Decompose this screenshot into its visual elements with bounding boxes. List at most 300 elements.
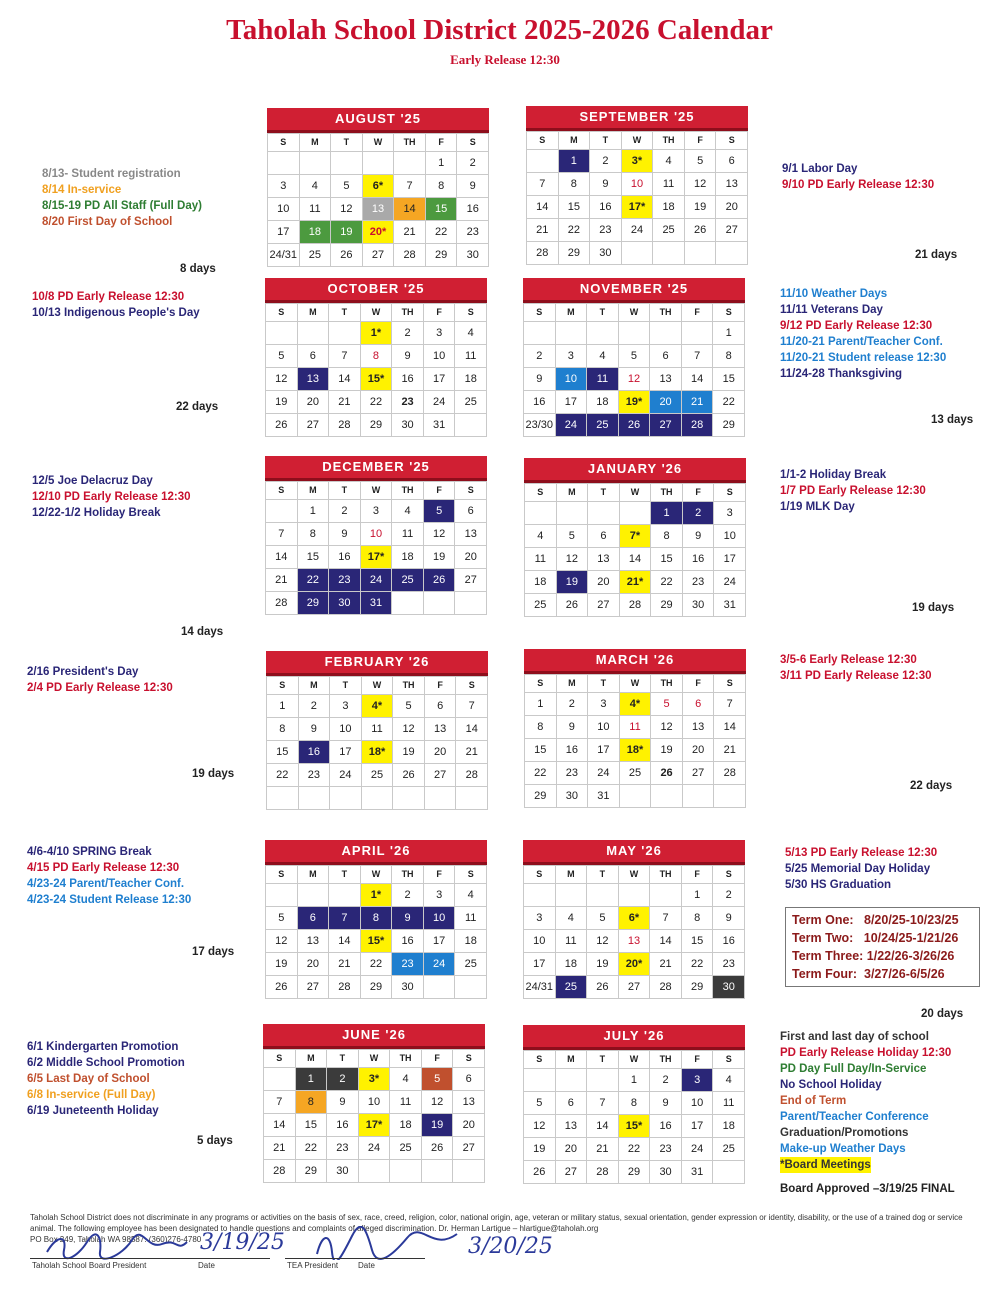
weekday-header: W <box>620 484 652 502</box>
weekday-header: S <box>525 484 557 502</box>
day-cell: 27 <box>683 762 715 785</box>
month-sep <box>526 106 748 265</box>
day-cell: 19 <box>651 739 683 762</box>
weekday-header: S <box>713 866 745 884</box>
event-item: 11/20-21 Student release 12:30 <box>780 352 947 364</box>
day-cell: 26 <box>424 569 456 592</box>
day-cell: 6 <box>455 500 487 523</box>
day-cell: 13 <box>588 548 620 571</box>
day-cell: 11 <box>713 1092 745 1115</box>
day-cell: 7 <box>266 523 298 546</box>
label-date-1: Date <box>198 1261 215 1270</box>
day-cell: 8 <box>713 345 745 368</box>
weekday-header: F <box>682 866 714 884</box>
board-approved: Board Approved –3/19/25 FINAL <box>780 1183 955 1195</box>
month-title: FEBRUARY '26 <box>266 651 488 676</box>
day-cell: 24 <box>622 219 654 242</box>
day-cell: 23 <box>650 1138 682 1161</box>
day-cell: 15 <box>682 930 714 953</box>
day-cell: 4 <box>390 1068 422 1091</box>
event-item: 10/8 PD Early Release 12:30 <box>32 291 185 303</box>
empty-cell <box>456 787 488 810</box>
day-cell: 29 <box>619 1161 651 1184</box>
day-cell: 26 <box>393 764 425 787</box>
weekday-header: S <box>266 866 298 884</box>
day-cell: 10 <box>682 1092 714 1115</box>
day-cell: 12 <box>266 930 298 953</box>
empty-cell <box>682 322 714 345</box>
day-cell: 27 <box>619 976 651 999</box>
day-cell: 4* <box>620 693 652 716</box>
day-cell: 23 <box>392 391 424 414</box>
day-cell: 8 <box>361 907 393 930</box>
day-cell: 22 <box>651 571 683 594</box>
month-grid <box>523 865 745 999</box>
weekday-header: M <box>556 1051 588 1069</box>
day-cell: 21 <box>682 391 714 414</box>
day-cell: 26 <box>266 414 298 437</box>
day-cell: 28 <box>682 414 714 437</box>
weekday-header: F <box>683 484 715 502</box>
day-cell: 18 <box>525 571 557 594</box>
event-item: 11/24-28 Thanksgiving <box>780 368 903 380</box>
day-cell: 18 <box>587 391 619 414</box>
day-cell: 13 <box>683 716 715 739</box>
weekday-header: F <box>422 1050 454 1068</box>
empty-cell <box>527 150 559 173</box>
day-cell: 8 <box>296 1091 328 1114</box>
day-cell: 31 <box>588 785 620 808</box>
day-cell: 5 <box>393 695 425 718</box>
weekday-header: M <box>557 484 589 502</box>
day-cell: 28 <box>620 594 652 617</box>
term-two: Term Two: 10/24/25-1/21/26 <box>792 931 959 945</box>
day-cell: 20 <box>716 196 748 219</box>
day-cell: 18 <box>455 368 487 391</box>
weekday-header: T <box>588 484 620 502</box>
day-cell: 23 <box>457 221 489 244</box>
weekday-header: W <box>619 304 651 322</box>
event-item: 1/1-2 Holiday Break <box>780 469 887 481</box>
day-cell: 24/31 <box>268 244 300 267</box>
day-cell: 19 <box>266 953 298 976</box>
weekday-header: T <box>329 304 361 322</box>
day-cell: 1 <box>559 150 591 173</box>
day-cell: 3 <box>556 345 588 368</box>
day-cell: 29 <box>361 414 393 437</box>
event-item: 4/23-24 Student Release 12:30 <box>27 894 192 906</box>
empty-cell <box>362 787 394 810</box>
day-cell: 19 <box>331 221 363 244</box>
day-cell: 5 <box>331 175 363 198</box>
day-cell: 17 <box>424 930 456 953</box>
weekday-header: T <box>588 675 620 693</box>
day-cell: 15 <box>559 196 591 219</box>
day-cell: 22 <box>682 953 714 976</box>
days-oct: 22 days <box>176 401 219 413</box>
month-grid <box>266 676 488 810</box>
empty-cell <box>650 884 682 907</box>
day-cell: 27 <box>588 594 620 617</box>
events-mar <box>780 652 932 684</box>
weekday-header: T <box>329 482 361 500</box>
day-cell: 4 <box>556 907 588 930</box>
label-tea-president: TEA President <box>287 1261 339 1270</box>
month-jan <box>524 458 746 617</box>
event-item: 1/19 MLK Day <box>780 501 855 513</box>
day-cell: 4 <box>713 1069 745 1092</box>
legend-item: *Board Meetings <box>780 1159 871 1171</box>
day-cell: 6* <box>363 175 395 198</box>
day-cell: 2 <box>327 1068 359 1091</box>
month-aug <box>267 108 489 267</box>
day-cell: 28 <box>714 762 746 785</box>
month-grid <box>263 1049 485 1183</box>
day-cell: 19 <box>422 1114 454 1137</box>
empty-cell <box>524 1069 556 1092</box>
day-cell: 29 <box>296 1160 328 1183</box>
empty-cell <box>394 152 426 175</box>
day-cell: 11 <box>525 548 557 571</box>
day-cell: 15 <box>298 546 330 569</box>
day-cell: 29 <box>525 785 557 808</box>
terms-box <box>785 907 980 987</box>
day-cell: 9 <box>713 907 745 930</box>
day-cell: 3 <box>330 695 362 718</box>
day-cell: 26 <box>619 414 651 437</box>
day-cell: 10 <box>361 523 393 546</box>
day-cell: 31 <box>682 1161 714 1184</box>
day-cell: 9 <box>650 1092 682 1115</box>
day-cell: 14 <box>682 368 714 391</box>
day-cell: 30 <box>327 1160 359 1183</box>
days-apr: 17 days <box>192 946 235 958</box>
events-oct <box>32 289 200 321</box>
weekday-header: TH <box>392 482 424 500</box>
day-cell: 24 <box>556 414 588 437</box>
day-cell: 9 <box>329 523 361 546</box>
day-cell: 6* <box>619 907 651 930</box>
day-cell: 18* <box>362 741 394 764</box>
day-cell: 3 <box>424 322 456 345</box>
day-cell: 20* <box>363 221 395 244</box>
event-item: 11/10 Weather Days <box>780 288 888 300</box>
day-cell: 1 <box>651 502 683 525</box>
weekday-header: T <box>587 866 619 884</box>
day-cell: 26 <box>331 244 363 267</box>
empty-cell <box>268 152 300 175</box>
month-grid <box>265 481 487 615</box>
day-cell: 28 <box>456 764 488 787</box>
month-feb <box>266 651 488 810</box>
day-cell: 11 <box>653 173 685 196</box>
weekday-header: T <box>587 304 619 322</box>
day-cell: 13 <box>453 1091 485 1114</box>
weekday-header: F <box>682 1051 714 1069</box>
empty-cell <box>455 976 487 999</box>
day-cell: 13 <box>619 930 651 953</box>
day-cell: 14 <box>264 1114 296 1137</box>
weekday-header: TH <box>651 484 683 502</box>
day-cell: 6 <box>588 525 620 548</box>
day-cell: 16 <box>392 930 424 953</box>
day-cell: 25 <box>653 219 685 242</box>
day-cell: 21* <box>620 571 652 594</box>
day-cell: 18 <box>713 1115 745 1138</box>
day-cell: 6 <box>298 907 330 930</box>
weekday-header: TH <box>393 677 425 695</box>
term-three: Term Three: 1/22/26-3/26/26 <box>792 949 955 963</box>
day-cell: 17 <box>524 953 556 976</box>
day-cell: 3 <box>424 884 456 907</box>
day-cell: 27 <box>298 976 330 999</box>
day-cell: 21 <box>329 391 361 414</box>
day-cell: 8 <box>559 173 591 196</box>
empty-cell <box>298 322 330 345</box>
empty-cell <box>329 322 361 345</box>
day-cell: 4* <box>362 695 394 718</box>
day-cell: 4 <box>300 175 332 198</box>
day-cell: 9 <box>590 173 622 196</box>
day-cell: 30 <box>650 1161 682 1184</box>
day-cell: 24 <box>330 764 362 787</box>
weekday-header: S <box>524 866 556 884</box>
day-cell: 7 <box>714 693 746 716</box>
day-cell: 2 <box>392 884 424 907</box>
weekday-header: TH <box>653 132 685 150</box>
weekday-header: S <box>456 677 488 695</box>
month-title: MAY '26 <box>523 840 745 865</box>
day-cell: 25 <box>390 1137 422 1160</box>
weekday-header: T <box>331 134 363 152</box>
days-sep: 21 days <box>915 249 958 261</box>
day-cell: 18 <box>556 953 588 976</box>
day-cell: 16 <box>524 391 556 414</box>
days-feb: 19 days <box>192 768 235 780</box>
event-item: 8/15-19 PD All Staff (Full Day) <box>42 200 202 212</box>
day-cell: 2 <box>557 693 589 716</box>
signature-date-2: 3/20/25 <box>468 1234 553 1259</box>
day-cell: 20 <box>650 391 682 414</box>
weekday-header: W <box>619 866 651 884</box>
term-four: Term Four: 3/27/26-6/5/26 <box>792 967 945 981</box>
day-cell: 21 <box>456 741 488 764</box>
month-title: OCTOBER '25 <box>265 278 487 303</box>
day-cell: 12 <box>266 368 298 391</box>
weekday-header: TH <box>394 134 426 152</box>
day-cell: 15 <box>713 368 745 391</box>
empty-cell <box>620 502 652 525</box>
weekday-header: F <box>685 132 717 150</box>
day-cell: 7 <box>394 175 426 198</box>
event-item: 3/5-6 Early Release 12:30 <box>780 654 917 666</box>
empty-cell <box>455 592 487 615</box>
day-cell: 23 <box>299 764 331 787</box>
day-cell: 7* <box>620 525 652 548</box>
month-title: JULY '26 <box>523 1025 745 1050</box>
weekday-header: M <box>296 1050 328 1068</box>
weekday-header: W <box>361 482 393 500</box>
day-cell: 23/30 <box>524 414 556 437</box>
days-jun: 5 days <box>197 1135 233 1147</box>
empty-cell <box>267 787 299 810</box>
day-cell: 10 <box>714 525 746 548</box>
day-cell: 29 <box>651 594 683 617</box>
day-cell: 26 <box>685 219 717 242</box>
day-cell: 28 <box>527 242 559 265</box>
day-cell: 1* <box>361 322 393 345</box>
day-cell: 25 <box>620 762 652 785</box>
day-cell: 21 <box>266 569 298 592</box>
day-cell: 17* <box>622 196 654 219</box>
days-may: 20 days <box>921 1008 964 1020</box>
day-cell: 7 <box>650 907 682 930</box>
day-cell: 3* <box>359 1068 391 1091</box>
weekday-header: S <box>713 1051 745 1069</box>
legend-item: PD Day Full Day/In-Service <box>780 1063 927 1075</box>
day-cell: 11 <box>390 1091 422 1114</box>
events-may <box>785 845 937 893</box>
day-cell: 11 <box>300 198 332 221</box>
day-cell: 9 <box>524 368 556 391</box>
weekday-header: M <box>559 132 591 150</box>
day-cell: 11 <box>620 716 652 739</box>
day-cell: 20 <box>683 739 715 762</box>
day-cell: 24 <box>714 571 746 594</box>
day-cell: 17 <box>556 391 588 414</box>
event-item: 8/13- Student registration <box>42 168 181 180</box>
month-title: APRIL '26 <box>265 840 487 865</box>
day-cell: 8 <box>426 175 458 198</box>
day-cell: 15* <box>619 1115 651 1138</box>
day-cell: 25 <box>455 391 487 414</box>
day-cell: 25 <box>556 976 588 999</box>
day-cell: 21 <box>527 219 559 242</box>
legend <box>780 1029 951 1173</box>
day-cell: 9 <box>299 718 331 741</box>
day-cell: 2 <box>457 152 489 175</box>
weekday-header: S <box>525 675 557 693</box>
month-grid <box>265 865 487 999</box>
day-cell: 5 <box>557 525 589 548</box>
day-cell: 2 <box>299 695 331 718</box>
day-cell: 19* <box>619 391 651 414</box>
day-cell: 16 <box>713 930 745 953</box>
day-cell: 12 <box>422 1091 454 1114</box>
day-cell: 21 <box>714 739 746 762</box>
day-cell: 18* <box>620 739 652 762</box>
day-cell: 14 <box>329 368 361 391</box>
weekday-header: S <box>453 1050 485 1068</box>
day-cell: 1 <box>525 693 557 716</box>
weekday-header: S <box>716 132 748 150</box>
day-cell: 6 <box>650 345 682 368</box>
day-cell: 4 <box>455 884 487 907</box>
day-cell: 9 <box>457 175 489 198</box>
weekday-header: F <box>425 677 457 695</box>
event-item: 6/1 Kindergarten Promotion <box>27 1041 179 1053</box>
weekday-header: TH <box>392 304 424 322</box>
weekday-header: W <box>359 1050 391 1068</box>
day-cell: 23 <box>329 569 361 592</box>
day-cell: 13 <box>650 368 682 391</box>
weekday-header: W <box>622 132 654 150</box>
day-cell: 28 <box>329 976 361 999</box>
event-item: 6/19 Juneteenth Holiday <box>27 1105 159 1117</box>
day-cell: 27 <box>363 244 395 267</box>
day-cell: 14 <box>650 930 682 953</box>
weekday-header: W <box>619 1051 651 1069</box>
event-item: 4/23-24 Parent/Teacher Conf. <box>27 878 185 890</box>
day-cell: 9 <box>557 716 589 739</box>
days-dec: 14 days <box>181 626 224 638</box>
weekday-header: T <box>587 1051 619 1069</box>
day-cell: 12 <box>393 718 425 741</box>
day-cell: 23 <box>590 219 622 242</box>
day-cell: 20 <box>298 391 330 414</box>
day-cell: 15 <box>296 1114 328 1137</box>
month-oct <box>265 278 487 437</box>
weekday-header: T <box>329 866 361 884</box>
month-grid <box>267 133 489 267</box>
day-cell: 30 <box>392 976 424 999</box>
weekday-header: W <box>620 675 652 693</box>
weekday-header: S <box>266 304 298 322</box>
events-apr <box>27 844 191 908</box>
empty-cell <box>525 502 557 525</box>
day-cell: 13 <box>363 198 395 221</box>
empty-cell <box>556 884 588 907</box>
day-cell: 17* <box>361 546 393 569</box>
empty-cell <box>650 322 682 345</box>
day-cell: 15* <box>361 930 393 953</box>
month-mar <box>524 649 746 808</box>
month-title: JANUARY '26 <box>524 458 746 483</box>
day-cell: 21 <box>264 1137 296 1160</box>
weekday-header: M <box>556 304 588 322</box>
empty-cell <box>622 242 654 265</box>
events-feb <box>27 664 173 696</box>
events-jan <box>780 467 926 515</box>
month-grid <box>524 674 746 808</box>
event-item: 6/2 Middle School Promotion <box>27 1057 185 1069</box>
weekday-header: TH <box>390 1050 422 1068</box>
weekday-header: T <box>590 132 622 150</box>
signature-tea <box>312 1226 462 1266</box>
empty-cell <box>453 1160 485 1183</box>
day-cell: 11 <box>587 368 619 391</box>
day-cell: 29 <box>361 976 393 999</box>
day-cell: 20 <box>425 741 457 764</box>
day-cell: 31 <box>424 414 456 437</box>
day-cell: 3 <box>682 1069 714 1092</box>
day-cell: 8 <box>361 345 393 368</box>
empty-cell <box>299 787 331 810</box>
empty-cell <box>714 785 746 808</box>
day-cell: 12 <box>651 716 683 739</box>
events-nov <box>780 286 946 382</box>
empty-cell <box>619 884 651 907</box>
weekday-header: S <box>714 675 746 693</box>
empty-cell <box>556 1069 588 1092</box>
event-item: 11/11 Veterans Day <box>780 304 883 316</box>
day-cell: 15 <box>426 198 458 221</box>
weekday-header: M <box>298 866 330 884</box>
day-cell: 26 <box>587 976 619 999</box>
day-cell: 18 <box>392 546 424 569</box>
day-cell: 14 <box>329 930 361 953</box>
month-title: NOVEMBER '25 <box>523 278 745 303</box>
